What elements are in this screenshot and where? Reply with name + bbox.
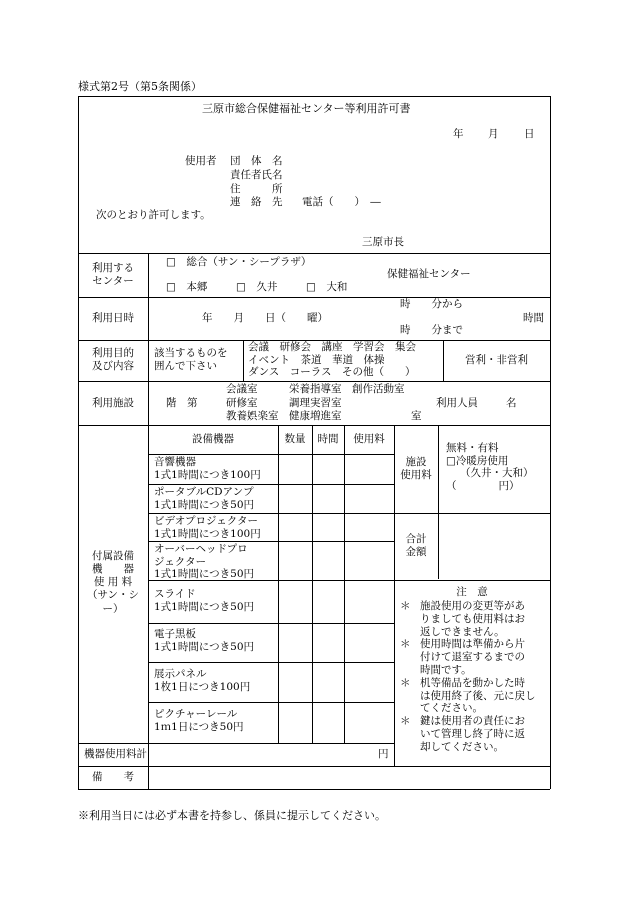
issuer: 三原市長 xyxy=(362,236,404,248)
address-label: 住 所 xyxy=(230,183,283,195)
date-year: 年 xyxy=(453,128,464,140)
bullet-icon: ＊ xyxy=(400,600,411,612)
facility-fee-details: 無料・有料 □冷暖房使用 （久井・大和） （ 円） xyxy=(446,442,534,492)
equipment-item: 音響機器 1式1時間につき100円 xyxy=(154,456,261,481)
floor-label: 階 第 xyxy=(166,397,198,409)
header-fee: 使用料 xyxy=(353,433,385,445)
equipment-item: 展示パネル 1枚1日につき100円 xyxy=(154,668,251,693)
equipment-item: スライド 1式1時間につき50円 xyxy=(154,588,255,613)
purpose-label: 利用目的 及び内容 xyxy=(92,347,134,372)
header-equipment: 設備機器 xyxy=(192,433,234,445)
rooms-line-1: 会議室 栄養指導室 創作活動室 xyxy=(226,383,405,395)
footer-note: ※利用当日には必ず本書を持参し、係員に提示してください。 xyxy=(78,809,386,822)
bullet-icon: ＊ xyxy=(400,715,411,728)
equipment-total-label: 機器使用料計 xyxy=(84,748,147,760)
date-row-label: 利用日時 xyxy=(92,312,134,324)
bullet-icon: ＊ xyxy=(400,676,411,689)
room-suffix: 室 xyxy=(411,410,422,422)
responsible-name-label: 責任者氏名 xyxy=(230,169,283,181)
hours-label: 時間 xyxy=(523,312,544,324)
header-qty: 数量 xyxy=(284,433,306,445)
form-number: 様式第2号（第5条関係） xyxy=(78,80,202,93)
facility-fee-label: 施設 使用料 xyxy=(400,456,432,481)
checkbox-sogo[interactable]: □ 総合（サン・シープラザ） xyxy=(166,256,312,268)
checkbox-kui[interactable]: □ 久井 xyxy=(236,281,278,293)
date-day: 日 xyxy=(524,128,535,140)
rooms-line-2: 研修室 調理実習室 xyxy=(226,397,342,409)
use-date: 年 月 日（ 曜） xyxy=(202,312,328,324)
phone-field: 電話（ ） ― xyxy=(302,196,381,208)
date-month: 月 xyxy=(488,128,499,140)
people-label: 利用人員 xyxy=(436,397,478,409)
center-hoken: 保健福祉センター xyxy=(387,268,471,280)
checkbox-daiwa[interactable]: □ 大和 xyxy=(306,281,348,293)
equipment-item: 電子黒板 1式1時間につき50円 xyxy=(154,628,255,653)
header-time: 時間 xyxy=(317,433,339,445)
notes-title: 注 意 xyxy=(456,586,488,598)
permit-statement: 次のとおり許可します。 xyxy=(96,209,211,221)
time-from: 時 分から xyxy=(400,298,463,310)
total-amount-label: 合計 金額 xyxy=(405,533,427,558)
bullet-icon: ＊ xyxy=(400,638,411,651)
equipment-item: ビデオプロジェクター 1式1時間につき100円 xyxy=(154,515,261,540)
time-to: 時 分まで xyxy=(400,324,463,336)
purpose-instruction: 該当するものを 囲んで下さい xyxy=(154,347,228,372)
facility-label: 利用施設 xyxy=(92,397,134,409)
notes-list: ＊ 施設使用の変更等があ りましても使用料はお 返しできません。 ＊ 使用時間は準備から片 付けて退室するまでの 時間です。 ＊ 机等備品を動かした時 は使用終了後、元に戻し てください。 ＊ 鍵は使用者の責任にお いて管理し終了時に返 却してください。 xyxy=(400,600,536,753)
people-unit: 名 xyxy=(506,397,517,409)
equipment-total-unit: 円 xyxy=(378,748,389,760)
rooms-line-3: 教養娯楽室 健康増進室 xyxy=(226,410,342,422)
center-label: 利用する センター xyxy=(92,262,134,287)
purpose-options: 会議 研修会 講座 学習会 集会 イベント 茶道 華道 体操 ダンス コーラス その他（ ） xyxy=(248,341,416,379)
profit-selection[interactable]: 営利・非営利 xyxy=(465,354,528,366)
equipment-item: ポータブルCDアンプ 1式1時間につき50円 xyxy=(154,486,255,511)
remarks-label: 備 考 xyxy=(92,771,134,783)
equipment-item: オーバーヘッドプロ ジェクター 1式1時間につき50円 xyxy=(154,543,255,581)
contact-label: 連 絡 先 xyxy=(230,196,283,208)
group-name-label: 団 体 名 xyxy=(230,155,283,167)
equipment-side-label: 付属設備 機 器 使 用 料 （サン・シ ー） xyxy=(87,550,139,615)
user-label: 使用者 xyxy=(185,155,217,167)
document-title: 三原市総合保健福祉センター等利用許可書 xyxy=(202,102,411,115)
equipment-item: ピクチャーレール 1ｍ1日につき50円 xyxy=(154,708,244,733)
checkbox-hongo[interactable]: □ 本郷 xyxy=(166,281,208,293)
